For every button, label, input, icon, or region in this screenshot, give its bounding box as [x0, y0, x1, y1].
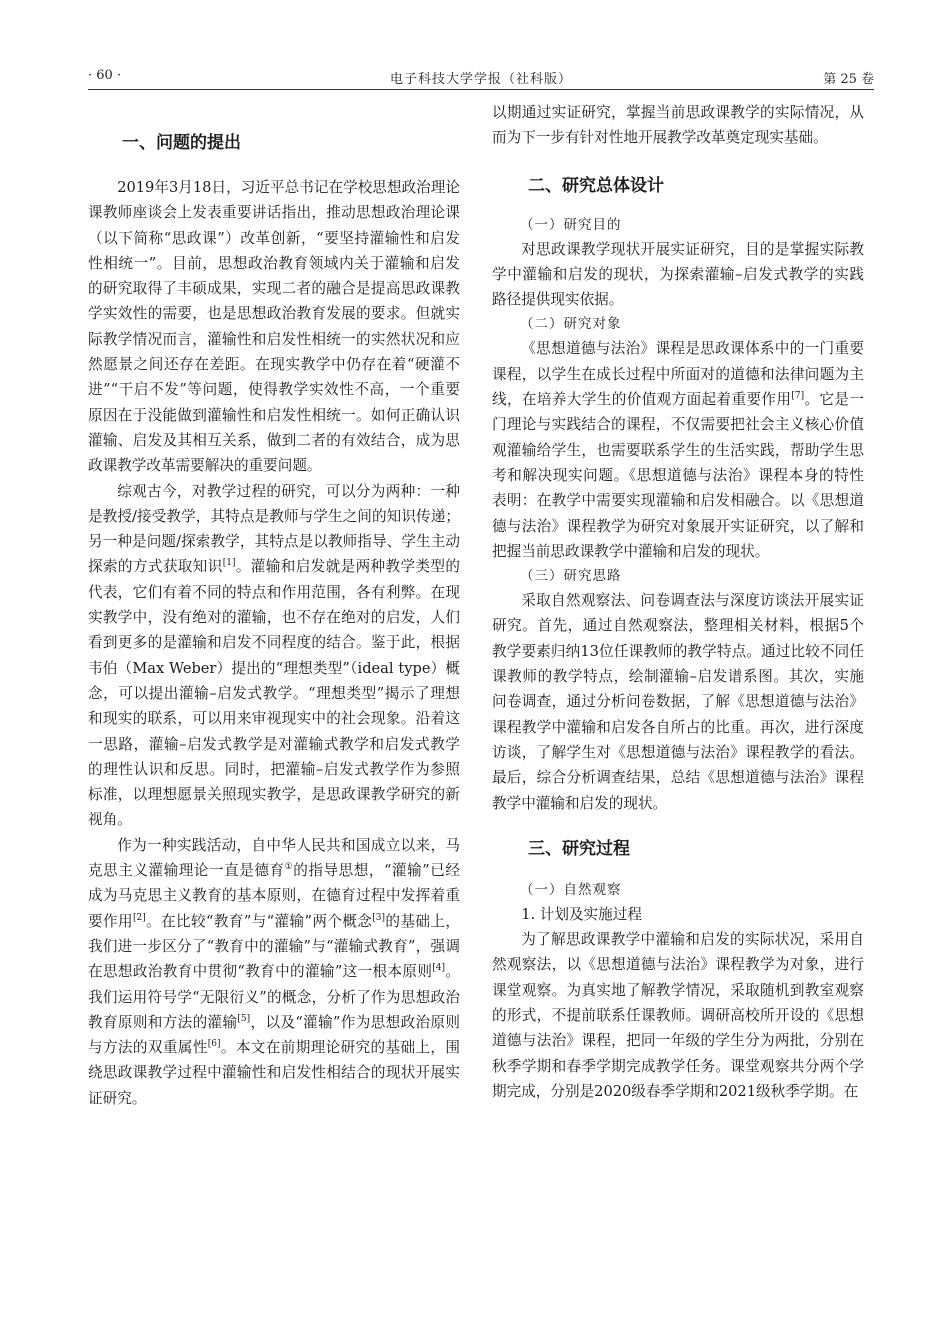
citation-6: [6]: [207, 1039, 221, 1050]
object-text-a: 《思想道德与法治》课程是思政课体系中的一门重要课程，以学生在成长过程中所面对的道德和法律问题为主线，在培养大学生的价值观方面起着重要作用: [492, 340, 864, 409]
continued-paragraph: 以期通过实证研究，掌握当前思政课教学的实际情况，从而为下一步有针对性地开展教学改革奠定现实基础。: [492, 104, 864, 147]
p3-text-e: 。我们运用符号学“无限衍义”的概念，分析了作为思想政治教育原则和方法的灌输: [88, 963, 460, 1031]
p3-text-b: 的指导思想，“灌输”已经成为马克思主义教育的基本原则，在德育过程中发挥着重要作用: [88, 862, 460, 930]
left-column: [88, 100, 460, 1111]
p2-text-b: 。灌输和启发就是两种教学类型的代表，它们有着不同的特点和作用范围，各有利弊。在现实教学中，没有绝对的灌输，也不存在绝对的启发，人们看到更多的是灌输和启发不同程度的结合。鉴于此，根据韦伯（Max Weber）提出的“理想类型”（ideal type）概念，可以提出灌输–启发式教学。“理想类型”揭示了理想和现实的联系，可以用来审视现实中的社会现象。沿着这一思路，灌输–启发式教学是对灌输式教学和启发式教学的理性认识和反思。同时，把灌输–启发式教学作为参照标准，以理想愿景关照现实教学，是思政课教学研究的新视角。: [88, 558, 460, 829]
p3-text-c: 。在比较“教育”与“灌输”两个概念: [145, 912, 373, 930]
journal-title: 电子科技大学学报（社科版）: [389, 72, 572, 87]
header-rule: [88, 89, 874, 90]
citation-4: [4]: [432, 963, 446, 974]
section-1-paragraph-2: [88, 479, 460, 833]
section-3-title: 三、研究过程: [528, 838, 630, 859]
citation-7: [7]: [791, 391, 805, 402]
footnote-mark-1: ①: [284, 862, 294, 873]
page-number: · 60 ·: [88, 68, 122, 83]
section-2-title: 二、研究总体设计: [528, 175, 664, 196]
p3-text-d: 的基础上，我们进一步区分了“教育中的灌输”与“灌输式教育”，强调在思想政治教育中贯彻“教育中的灌输”这一根本原则: [88, 912, 460, 981]
approach-paragraph: 采取自然观察法、问卷调查法与深度访谈法开展实证研究。首先，通过自然观察法，整理相关材料，根据5个教学要素归纳13位任课教师的教学特点。通过比较不同任课教师的教学特点，绘制灌输–启发谱系图。其次，实施问卷调查，通过分析问卷数据，了解《思想道德与法治》课程教学中灌输和启发各自所占的比重。再次，进行深度访谈，了解学生对《思想道德与法治》课程教学的看法。最后，综合分析调查结果，总结《思想道德与法治》课程教学中灌输和启发的现状。: [492, 592, 864, 812]
citation-1: [1]: [222, 558, 236, 569]
object-paragraph: [492, 336, 864, 564]
step-1-heading: 1. 计划及实施过程: [521, 905, 642, 923]
citation-2: [2]: [132, 912, 146, 923]
subsection-observation-title: （一）自然观察: [520, 881, 622, 898]
running-header: [88, 64, 874, 88]
subsection-goal-title: （一）研究目的: [520, 216, 622, 233]
observation-paragraph: 为了解思政课教学中灌输和启发的实际状况，采用自然观察法，以《思想道德与法治》课程教学为对象，进行课堂观察。为真实地了解教学情况，采取随机到教室观察的形式，不提前联系任课教师。调研高校所开设的《思想道德与法治》课程，把同一年级的学生分为两批，分别在秋季学期和春季学期完成教学任务。课堂观察共分两个学期完成，分别是2020级春季学期和2021级秋季学期。在: [492, 931, 864, 1100]
goal-paragraph: 对思政课教学现状开展实证研究，目的是掌握实际教学中灌输和启发的现状，为探索灌输–启发式教学的实践路径提供现实依据。: [492, 240, 864, 309]
subsection-object-title: （二）研究对象: [520, 316, 622, 333]
p2-text-a: 综观古今，对教学过程的研究，可以分为两种：一种是教授/接受教学，其特点是教师与学生之间的知识传递；另一种是问题/探索教学，其特点是以教师指导、学生主动探索的方式获取知识: [88, 482, 460, 576]
section-1-paragraph-1: 2019年3月18日，习近平总书记在学校思想政治理论课教师座谈会上发表重要讲话指出，推动思想政治理论课（以下简称“思政课”）改革创新，“要坚持灌输性和启发性相统一”。目前，思想政治教育领域内关于灌输和启发的研究取得了丰硕成果，实现二者的融合是提高思政课教学实效性的需要，也是思想政治教育发展的要求。但就实际教学情况而言，灌输性和启发性相统一的实然状况和应然愿景之间还存在差距。在现实教学中仍存在着“硬灌不进”“干启不发”等问题，使得教学实效性不高，一个重要原因在于没能做到灌输性和启发性相统一。如何正确认识灌输、启发及其相互关系，做到二者的有效结合，成为思政课教学改革需要解决的重要问题。: [88, 179, 460, 475]
p3-text-a: 作为一种实践活动，自中华人民共和国成立以来，马克思主义灌输理论一直是德育: [88, 836, 460, 880]
object-text-b: 。它是一门理论与实践结合的课程，不仅需要把社会主义核心价值观灌输给学生，也需要联系学生的生活实践，帮助学生思考和解决现实问题。《思想道德与法治》课程本身的特性表明：在教学中需要实现灌输和启发相融合。以《思想道德与法治》课程教学为研究对象展开实证研究，以了解和把握当前思政课教学中灌输和启发的现状。: [492, 391, 864, 560]
section-1-paragraph-3: [88, 833, 460, 1111]
citation-5: [5]: [237, 1013, 251, 1024]
volume-label: 第 25 卷: [823, 72, 874, 87]
section-1-title: 一、问题的提出: [122, 133, 241, 153]
p3-text-g: 。本文在前期理论研究的基础上，围绕思政课教学过程中灌输性和启发性相结合的现状开展实证研究。: [88, 1039, 460, 1107]
citation-3: [3]: [372, 912, 386, 923]
subsection-approach-title: （三）研究思路: [520, 568, 622, 585]
p3-text-f: ，以及“灌输”作为思想政治原则与方法的双重属性: [88, 1013, 460, 1057]
right-column: [492, 100, 864, 1104]
